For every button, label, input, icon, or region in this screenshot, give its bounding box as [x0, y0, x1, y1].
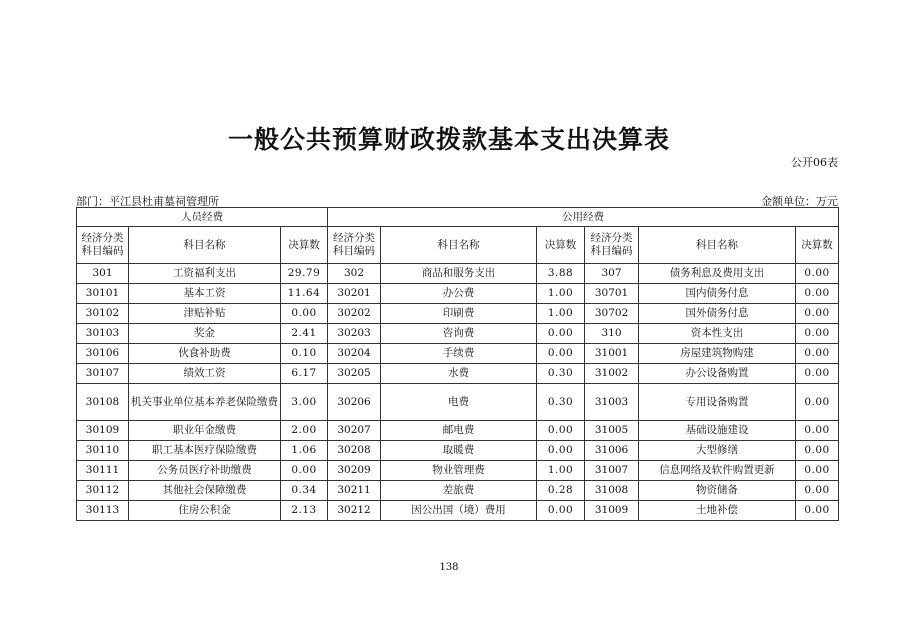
cell-amount: 0.00 — [796, 441, 839, 461]
cell-name: 伙食补助费 — [129, 344, 281, 364]
budget-table — [76, 207, 839, 521]
cell-amount: 0.00 — [796, 461, 839, 481]
cell-name: 印刷费 — [381, 304, 537, 324]
cell-name: 因公出国（境）费用 — [381, 501, 537, 521]
cell-amount: 0.00 — [796, 501, 839, 521]
cell-name: 资本性支出 — [639, 324, 796, 344]
table-row — [77, 481, 839, 501]
cell-name: 住房公积金 — [129, 501, 281, 521]
amount-unit-label: 金额单位：万元 — [761, 195, 838, 208]
cell-name: 咨询费 — [381, 324, 537, 344]
cell-name: 机关事业单位基本养老保险缴费 — [129, 384, 281, 421]
table-row — [77, 264, 839, 284]
cell-name: 取暖费 — [381, 441, 537, 461]
cell-code: 30204 — [328, 344, 381, 364]
cell-amount: 0.00 — [281, 461, 328, 481]
header-code: 经济分类 科目编码 — [328, 227, 381, 264]
cell-name: 基础设施建设 — [639, 421, 796, 441]
cell-name: 专用设备购置 — [639, 384, 796, 421]
cell-name: 工资福利支出 — [129, 264, 281, 284]
cell-code: 31007 — [585, 461, 639, 481]
cell-name: 国内债务付息 — [639, 284, 796, 304]
cell-code: 31009 — [585, 501, 639, 521]
cell-amount: 3.88 — [537, 264, 585, 284]
cell-amount: 0.00 — [796, 364, 839, 384]
cell-amount: 0.10 — [281, 344, 328, 364]
cell-amount: 1.00 — [537, 304, 585, 324]
cell-code: 30109 — [77, 421, 129, 441]
cell-name: 职业年金缴费 — [129, 421, 281, 441]
cell-amount: 2.41 — [281, 324, 328, 344]
cell-code: 30702 — [585, 304, 639, 324]
cell-name: 土地补偿 — [639, 501, 796, 521]
cell-code: 31002 — [585, 364, 639, 384]
header-name: 科目名称 — [129, 227, 281, 264]
cell-name: 电费 — [381, 384, 537, 421]
cell-code: 30207 — [328, 421, 381, 441]
cell-name: 职工基本医疗保险缴费 — [129, 441, 281, 461]
header-code: 经济分类 科目编码 — [77, 227, 129, 264]
department-label: 部门：平江县杜甫墓祠管理所 — [76, 195, 219, 208]
table-row — [77, 421, 839, 441]
cell-name: 信息网络及软件购置更新 — [639, 461, 796, 481]
table-row — [77, 344, 839, 364]
group-header-row — [77, 208, 839, 227]
form-number: 公开06表 — [791, 156, 838, 169]
cell-code: 31005 — [585, 421, 639, 441]
cell-amount: 2.00 — [281, 421, 328, 441]
table-row — [77, 461, 839, 481]
header-amount: 决算数 — [537, 227, 585, 264]
cell-amount: 0.00 — [537, 344, 585, 364]
cell-code: 30110 — [77, 441, 129, 461]
cell-code: 30108 — [77, 384, 129, 421]
cell-amount: 0.00 — [796, 264, 839, 284]
cell-amount: 0.34 — [281, 481, 328, 501]
cell-code: 31003 — [585, 384, 639, 421]
cell-code: 310 — [585, 324, 639, 344]
header-amount: 决算数 — [281, 227, 328, 264]
cell-code: 30107 — [77, 364, 129, 384]
cell-code: 30211 — [328, 481, 381, 501]
cell-name: 绩效工资 — [129, 364, 281, 384]
table-row — [77, 304, 839, 324]
cell-code: 301 — [77, 264, 129, 284]
cell-amount: 0.00 — [281, 304, 328, 324]
table-row — [77, 364, 839, 384]
cell-code: 30701 — [585, 284, 639, 304]
cell-code: 30206 — [328, 384, 381, 421]
cell-code: 302 — [328, 264, 381, 284]
cell-code: 30202 — [328, 304, 381, 324]
header-name: 科目名称 — [639, 227, 796, 264]
cell-name: 邮电费 — [381, 421, 537, 441]
cell-name: 商品和服务支出 — [381, 264, 537, 284]
cell-code: 30103 — [77, 324, 129, 344]
cell-code: 30201 — [328, 284, 381, 304]
cell-amount: 0.00 — [796, 304, 839, 324]
cell-name: 津贴补贴 — [129, 304, 281, 324]
cell-code: 30106 — [77, 344, 129, 364]
cell-amount: 1.00 — [537, 284, 585, 304]
table-row — [77, 441, 839, 461]
cell-code: 30205 — [328, 364, 381, 384]
cell-amount: 0.30 — [537, 384, 585, 421]
cell-name: 公务员医疗补助缴费 — [129, 461, 281, 481]
cell-code: 31006 — [585, 441, 639, 461]
column-header-row — [77, 227, 839, 264]
header-code: 经济分类 科目编码 — [585, 227, 639, 264]
group-public: 公用经费 — [328, 208, 839, 227]
cell-amount: 0.00 — [796, 324, 839, 344]
cell-name: 债务利息及费用支出 — [639, 264, 796, 284]
cell-name: 大型修缮 — [639, 441, 796, 461]
cell-name: 房屋建筑物购建 — [639, 344, 796, 364]
cell-code: 31008 — [585, 481, 639, 501]
cell-amount: 0.00 — [796, 344, 839, 364]
cell-name: 基本工资 — [129, 284, 281, 304]
cell-name: 差旅费 — [381, 481, 537, 501]
cell-code: 30209 — [328, 461, 381, 481]
cell-amount: 0.00 — [796, 384, 839, 421]
cell-amount: 0.00 — [537, 501, 585, 521]
cell-code: 30212 — [328, 501, 381, 521]
cell-amount: 0.00 — [537, 421, 585, 441]
cell-code: 307 — [585, 264, 639, 284]
cell-name: 办公费 — [381, 284, 537, 304]
table-row — [77, 284, 839, 304]
table-row — [77, 501, 839, 521]
cell-amount: 6.17 — [281, 364, 328, 384]
header-name: 科目名称 — [381, 227, 537, 264]
page-number: 138 — [439, 562, 459, 573]
group-personnel: 人员经费 — [77, 208, 328, 227]
cell-amount: 3.00 — [281, 384, 328, 421]
cell-amount: 1.06 — [281, 441, 328, 461]
cell-name: 办公设备购置 — [639, 364, 796, 384]
table-row — [77, 384, 839, 421]
cell-code: 30111 — [77, 461, 129, 481]
cell-amount: 29.79 — [281, 264, 328, 284]
page-title: 一般公共预算财政拨款基本支出决算表 — [227, 125, 670, 154]
cell-code: 30101 — [77, 284, 129, 304]
cell-amount: 1.00 — [537, 461, 585, 481]
cell-name: 其他社会保障缴费 — [129, 481, 281, 501]
cell-code: 30102 — [77, 304, 129, 324]
cell-code: 31001 — [585, 344, 639, 364]
cell-code: 30203 — [328, 324, 381, 344]
cell-code: 30112 — [77, 481, 129, 501]
cell-amount: 0.00 — [796, 421, 839, 441]
cell-name: 水费 — [381, 364, 537, 384]
cell-amount: 0.00 — [796, 284, 839, 304]
cell-amount: 11.64 — [281, 284, 328, 304]
cell-name: 奖金 — [129, 324, 281, 344]
cell-name: 国外债务付息 — [639, 304, 796, 324]
cell-amount: 0.28 — [537, 481, 585, 501]
header-amount: 决算数 — [796, 227, 839, 264]
cell-amount: 0.00 — [537, 441, 585, 461]
cell-amount: 0.30 — [537, 364, 585, 384]
cell-amount: 0.00 — [796, 481, 839, 501]
cell-name: 物资储备 — [639, 481, 796, 501]
cell-amount: 0.00 — [537, 324, 585, 344]
cell-name: 手续费 — [381, 344, 537, 364]
cell-name: 物业管理费 — [381, 461, 537, 481]
cell-code: 30113 — [77, 501, 129, 521]
table-row — [77, 324, 839, 344]
cell-amount: 2.13 — [281, 501, 328, 521]
cell-code: 30208 — [328, 441, 381, 461]
